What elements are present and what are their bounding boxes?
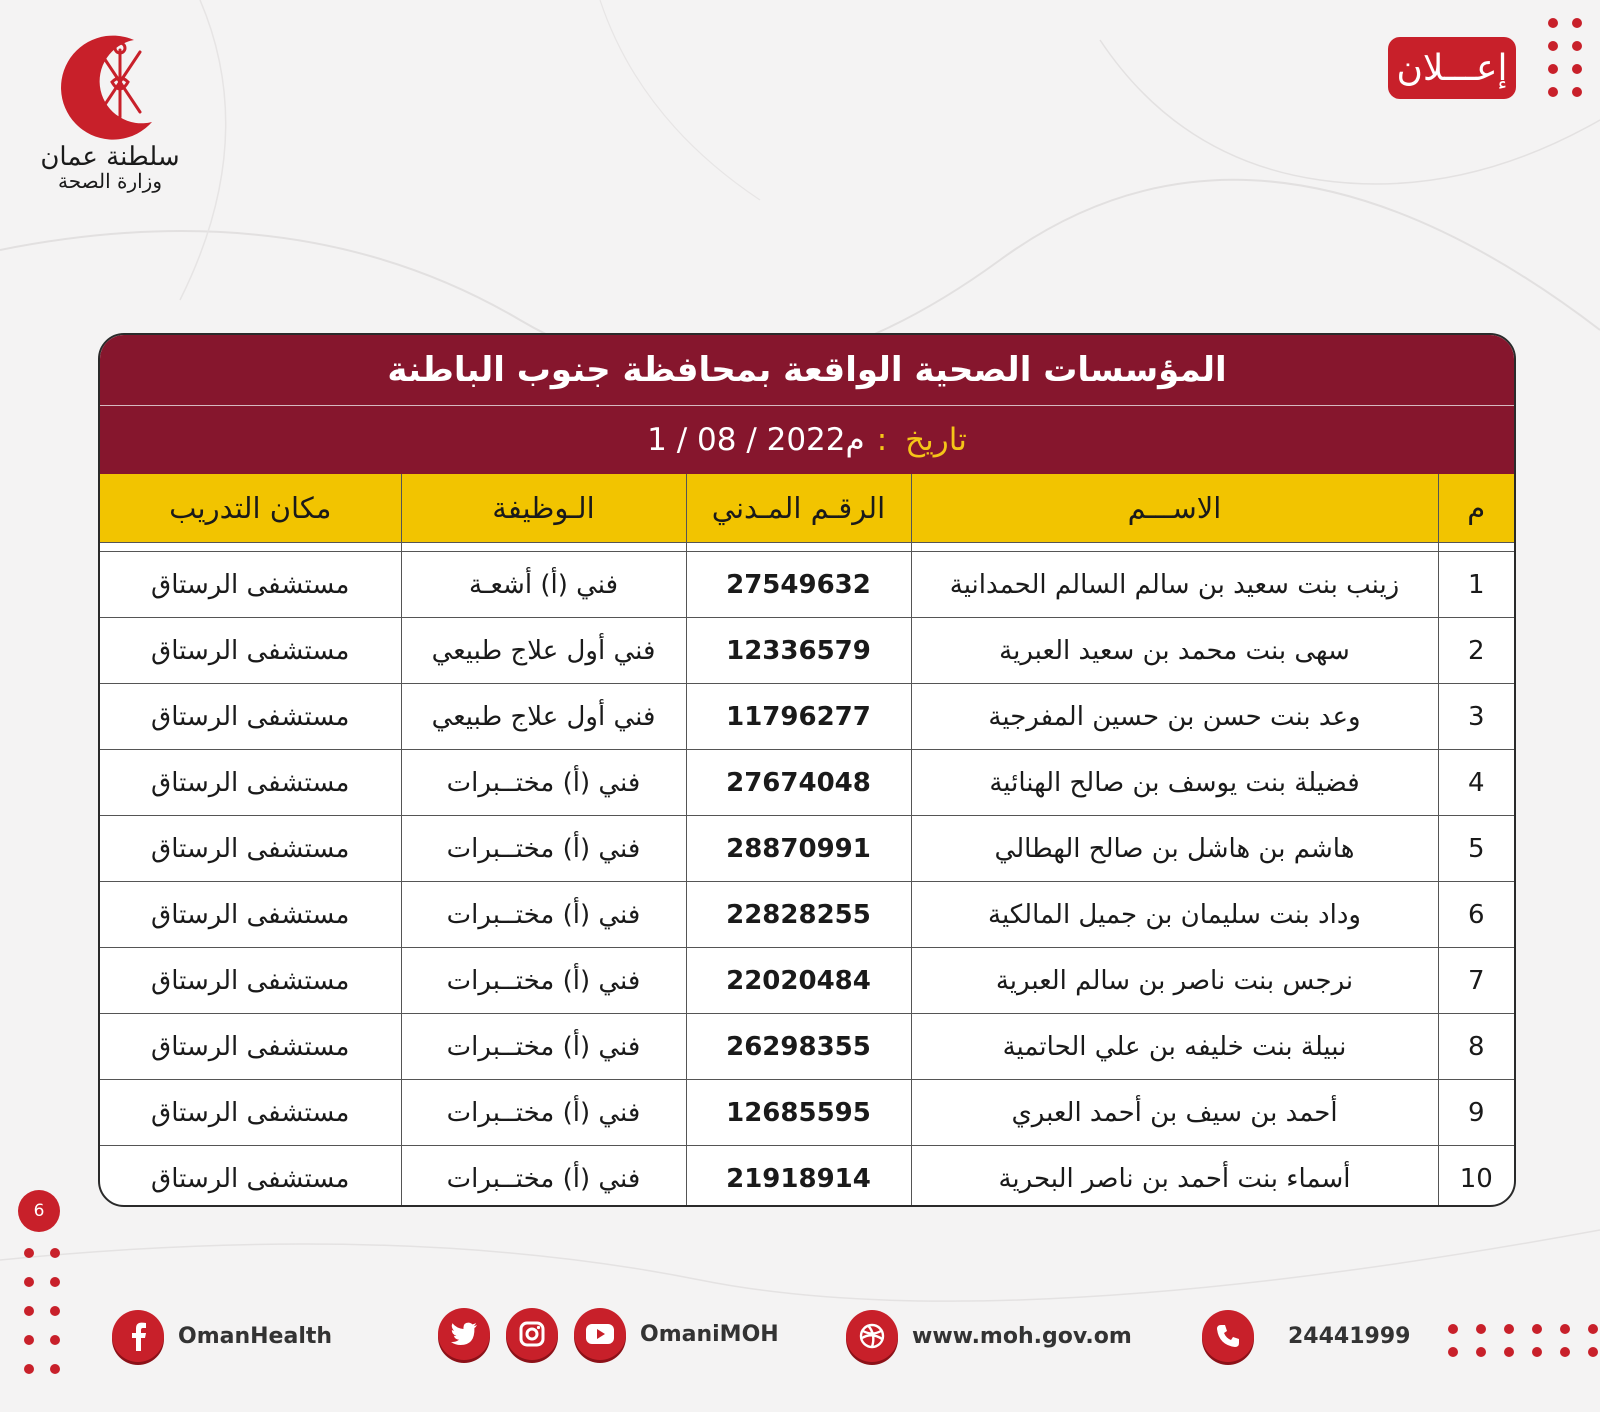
cell-name: فضيلة بنت يوسف بن صالح الهنائية [911, 750, 1438, 816]
table-row [100, 1080, 1514, 1146]
cell-job: فني (أ) أشعـة [401, 552, 686, 618]
cell-job: فني (أ) مختــبرات [401, 948, 686, 1014]
globe-icon[interactable] [846, 1310, 898, 1362]
cell-index: 9 [1438, 1080, 1514, 1146]
cell-name: وعد بنت حسن بن حسين المفرجية [911, 684, 1438, 750]
cell-name: أسماء بنت أحمد بن ناصر البحرية [911, 1146, 1438, 1208]
cell-name: أحمد بن سيف بن أحمد العبري [911, 1080, 1438, 1146]
cell-index: 7 [1438, 948, 1514, 1014]
cell-training-place: مستشفى الرستاق [100, 552, 401, 618]
footer-website[interactable] [846, 1310, 1132, 1362]
cell-training-place: مستشفى الرستاق [100, 816, 401, 882]
cell-name: نرجس بنت ناصر بن سالم العبرية [911, 948, 1438, 1014]
cell-civil-id: 11796277 [686, 684, 911, 750]
logo-text-country: سلطنة عمان [40, 142, 180, 172]
cell-training-place: مستشفى الرستاق [100, 948, 401, 1014]
table-row [100, 1146, 1514, 1208]
cell-job: فني (أ) مختــبرات [401, 882, 686, 948]
cell-civil-id: 22828255 [686, 882, 911, 948]
phone-icon[interactable] [1202, 1310, 1254, 1362]
cell-index: 8 [1438, 1014, 1514, 1080]
cell-name: زينب بنت سعيد بن سالم السالم الحمدانية [911, 552, 1438, 618]
cell-index: 4 [1438, 750, 1514, 816]
table-row [100, 684, 1514, 750]
cell-training-place: مستشفى الرستاق [100, 684, 401, 750]
date-label: تاريخ [905, 422, 967, 458]
cell-job: فني أول علاج طبيعي [401, 684, 686, 750]
cell-civil-id: 27674048 [686, 750, 911, 816]
facebook-icon[interactable] [112, 1310, 164, 1362]
decorative-dots-top-right [1548, 18, 1582, 97]
cell-training-place: مستشفى الرستاق [151, 1163, 350, 1194]
table-row [100, 618, 1514, 684]
column-header-index: م [1438, 474, 1514, 543]
table-row [100, 552, 1514, 618]
cell-civil-id: 28870991 [686, 816, 911, 882]
page-number-badge: 6 [18, 1190, 60, 1232]
twitter-icon[interactable] [438, 1308, 490, 1360]
institutions-card [98, 333, 1516, 1207]
footer-social [438, 1308, 779, 1360]
cell-civil-id: 22020484 [686, 948, 911, 1014]
cell-name: نبيلة بنت خليفه بن علي الحاتمية [911, 1014, 1438, 1080]
date-colon: : [876, 422, 888, 458]
oman-emblem-icon [30, 22, 190, 142]
cell-civil-id: 27549632 [686, 552, 911, 618]
cell-index: 1 [1438, 552, 1514, 618]
cell-name: سهى بنت محمد بن سعيد العبرية [911, 618, 1438, 684]
cell-job: فني (أ) مختــبرات [401, 1146, 686, 1208]
cell-training-place: مستشفى الرستاق [100, 618, 401, 684]
decorative-dots-bottom-right [1448, 1324, 1598, 1357]
cell-civil-id: 21918914 [686, 1146, 911, 1208]
announcement-badge: إعـــلان [1388, 37, 1516, 99]
website-url[interactable]: www.moh.gov.om [912, 1323, 1132, 1349]
cell-job: فني (أ) مختــبرات [401, 1014, 686, 1080]
cell-civil-id: 26298355 [686, 1014, 911, 1080]
cell-index: 6 [1438, 882, 1514, 948]
cell-training-place: مستشفى الرستاق [100, 1014, 401, 1080]
column-header-civil-id: الرقـم المـدني [686, 474, 911, 543]
table-row [100, 1014, 1514, 1080]
cell-index: 10 [1438, 1146, 1514, 1208]
cell-job: فني (أ) مختــبرات [401, 816, 686, 882]
logo-text-ministry: وزارة الصحة [58, 169, 162, 194]
instagram-icon[interactable] [506, 1308, 558, 1360]
card-title: المؤسسات الصحية الواقعة بمحافظة جنوب الباطنة [100, 335, 1514, 406]
cell-job: فني (أ) مختــبرات [401, 750, 686, 816]
cell-index: 5 [1438, 816, 1514, 882]
date-value: 1 / 08 / 2022م [647, 422, 865, 458]
cell-index: 3 [1438, 684, 1514, 750]
table-header-row [100, 474, 1514, 543]
table-row [100, 750, 1514, 816]
table-row [100, 882, 1514, 948]
cell-name: وداد بنت سليمان بن جميل المالكية [911, 882, 1438, 948]
decorative-dots-bottom-left [24, 1248, 60, 1374]
ministry-logo [30, 22, 190, 212]
social-handle[interactable]: OmaniMOH [640, 1321, 779, 1347]
card-date-row [100, 406, 1514, 474]
cell-job: فني (أ) مختــبرات [401, 1080, 686, 1146]
cell-civil-id: 12685595 [686, 1080, 911, 1146]
table-spacer-row [100, 543, 1514, 552]
cell-name: هاشم بن هاشل بن صالح الهطالي [911, 816, 1438, 882]
youtube-icon[interactable] [574, 1308, 626, 1360]
cell-index: 2 [1438, 618, 1514, 684]
cell-training-place: مستشفى الرستاق [100, 750, 401, 816]
column-header-job: الـوظيفة [401, 474, 686, 543]
column-header-name: الاســـم [911, 474, 1438, 543]
column-header-training-place: مكان التدريب [100, 474, 401, 543]
cell-civil-id: 12336579 [686, 618, 911, 684]
cell-job: فني أول علاج طبيعي [401, 618, 686, 684]
table-row [100, 948, 1514, 1014]
cell-training-place: مستشفى الرستاق [100, 1080, 401, 1146]
table-row [100, 816, 1514, 882]
cell-training-place: مستشفى الرستاق [100, 882, 401, 948]
footer-facebook[interactable] [112, 1310, 332, 1362]
phone-number[interactable]: 24441999 [1288, 1323, 1411, 1349]
facebook-handle[interactable]: OmanHealth [178, 1323, 333, 1349]
assignments-table [100, 474, 1514, 1207]
footer-phone[interactable] [1202, 1310, 1410, 1362]
